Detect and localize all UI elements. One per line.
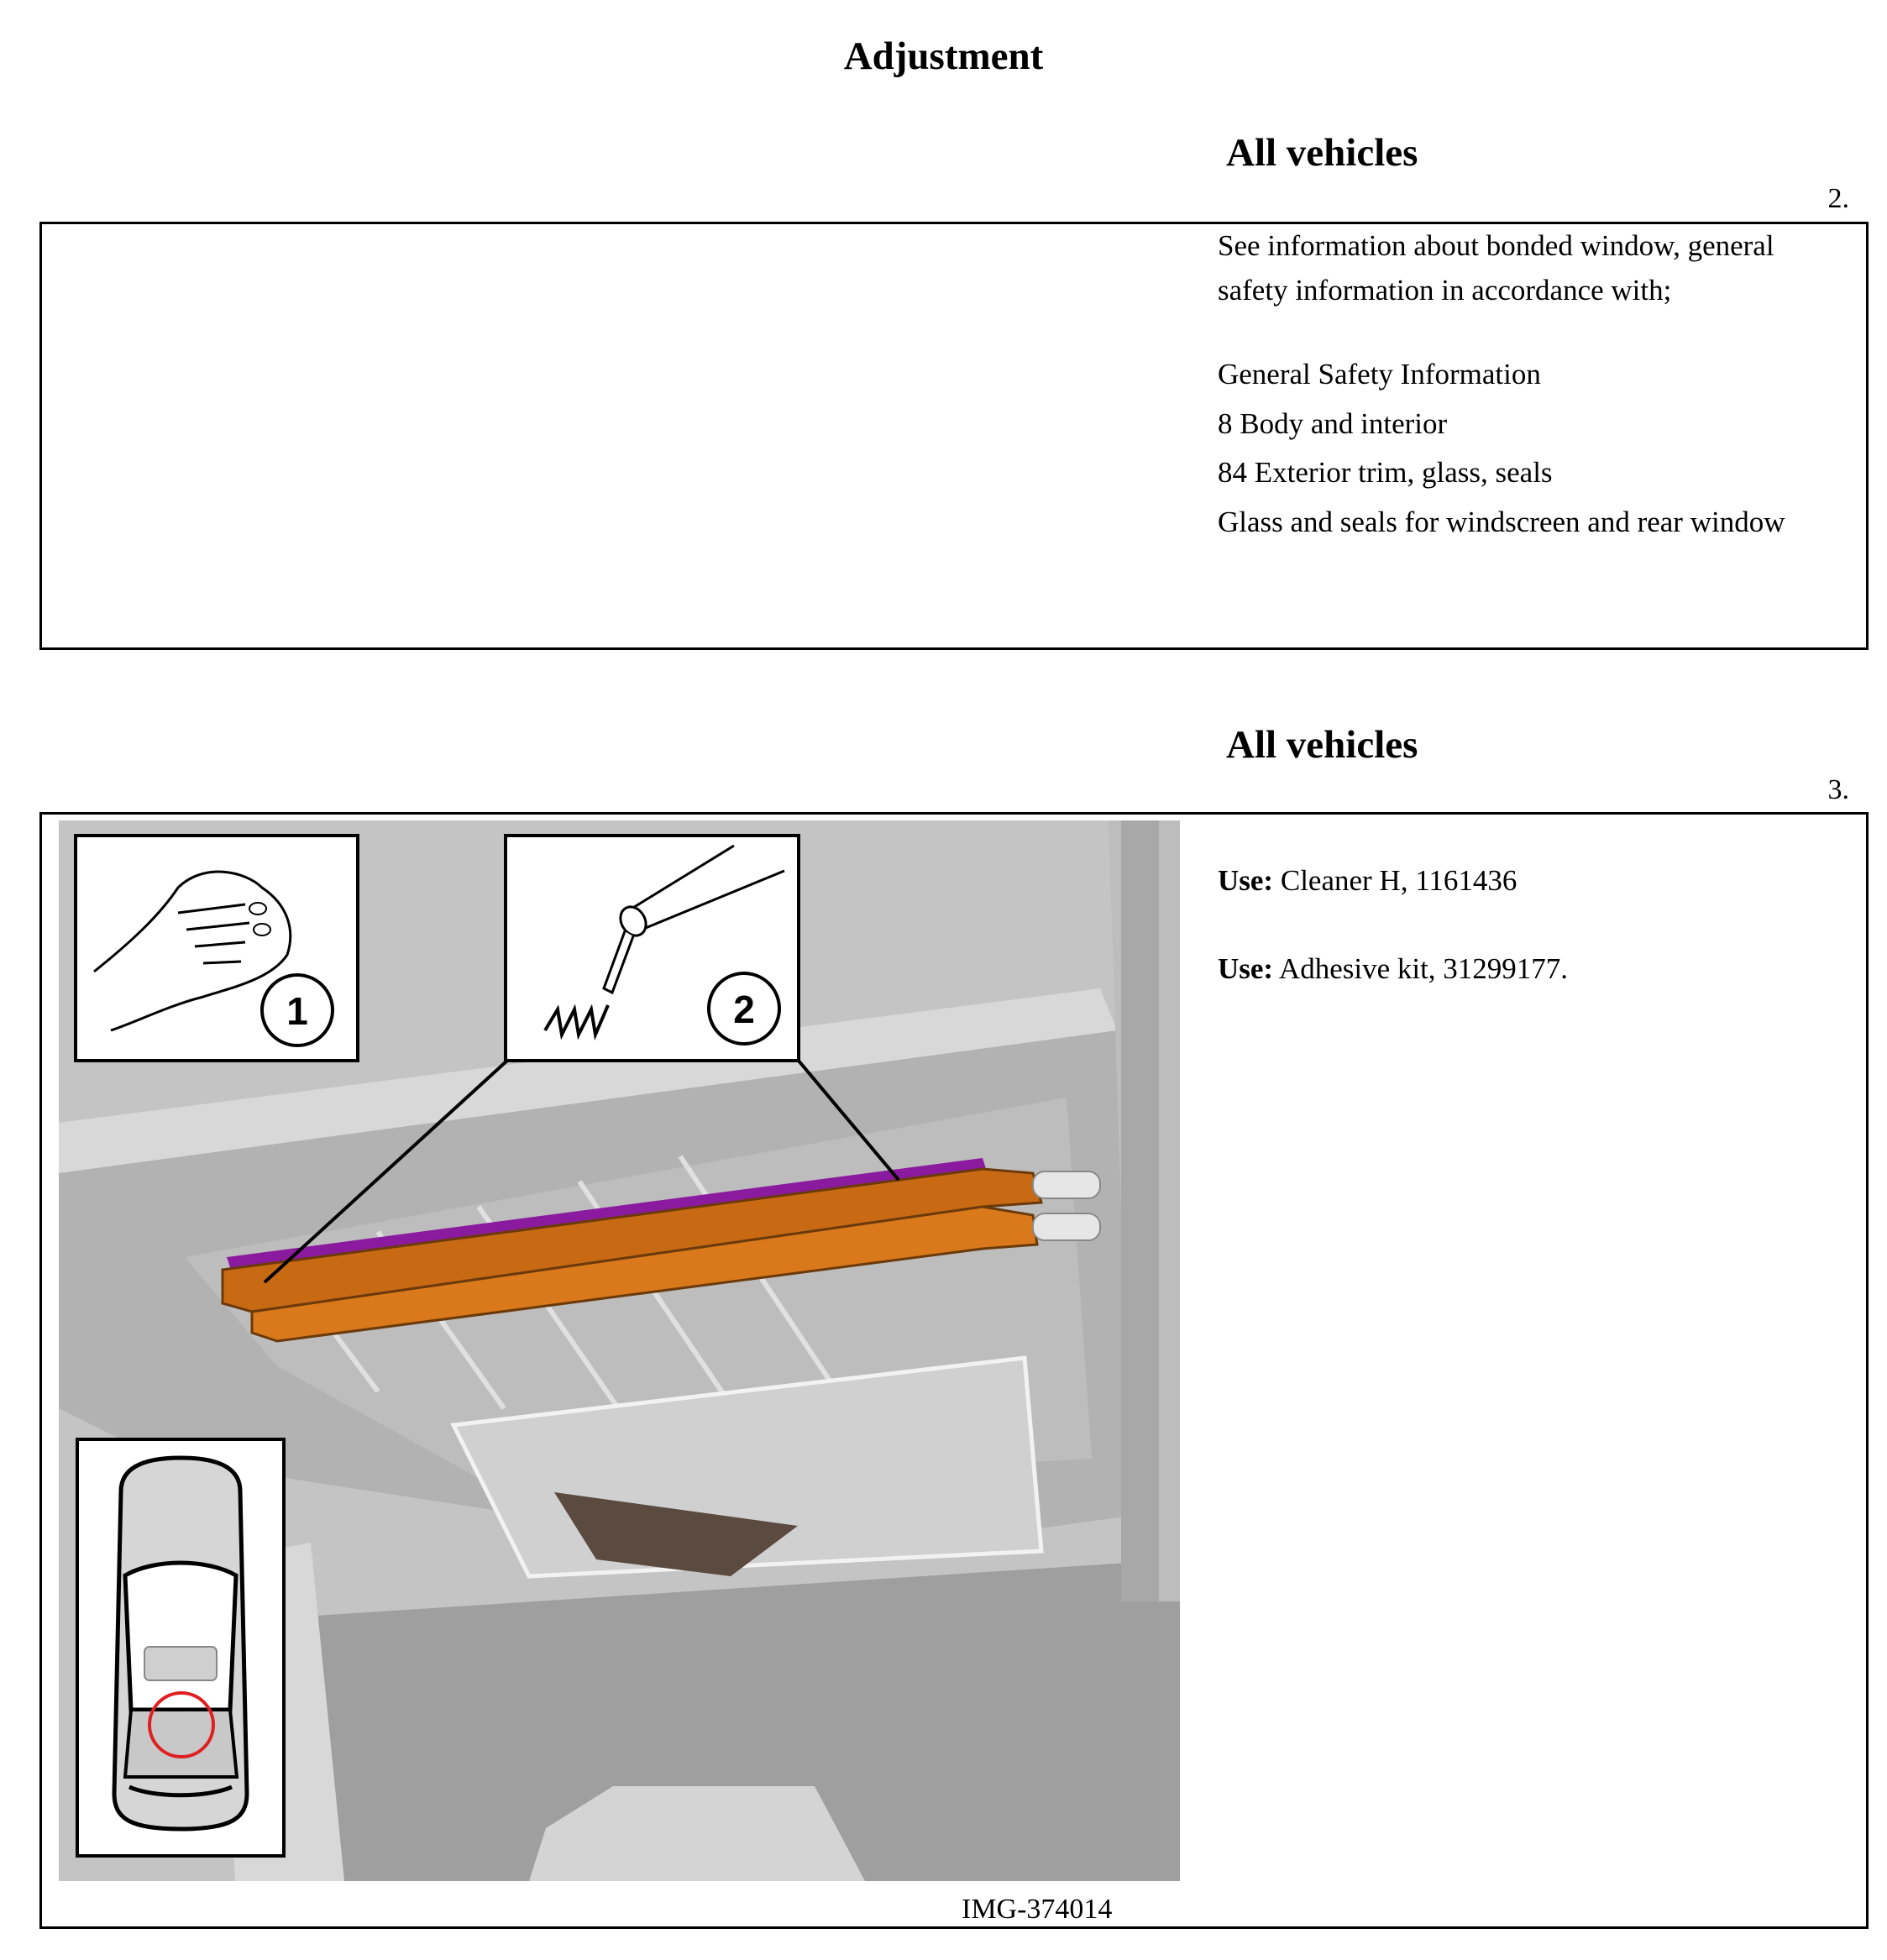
image-id: IMG-374014	[962, 1894, 1113, 1925]
use-item: Use: Adhesive kit, 31299177.	[1218, 951, 1569, 985]
reference-link[interactable]: Glass and seals for windscreen and rear window	[1218, 505, 1785, 538]
section-heading: All vehicles	[1226, 723, 1418, 767]
use-label: Use:	[1218, 951, 1274, 985]
section-heading: All vehicles	[1226, 131, 1418, 175]
inset-cleaning	[74, 834, 359, 1062]
step-number: 2.	[1827, 183, 1849, 214]
intro-line: See information about bonded window, general	[1218, 229, 1774, 262]
use-item: Use: Cleaner H, 1161436	[1218, 864, 1517, 897]
callout-1-label: 1	[286, 989, 308, 1033]
callout-2-label: 2	[733, 988, 755, 1031]
step-number: 3.	[1827, 774, 1849, 805]
step-text	[1218, 224, 1785, 544]
inset-adhesive	[504, 834, 800, 1062]
reference-link[interactable]: 8 Body and interior	[1218, 406, 1448, 440]
reference-link[interactable]: General Safety Information	[1218, 358, 1541, 390]
reference-link[interactable]: 84 Exterior trim, glass, seals	[1218, 456, 1553, 489]
inset-car-locator	[76, 1438, 286, 1858]
use-list	[1218, 859, 1568, 991]
page-title: Adjustment	[843, 34, 1044, 78]
intro-line: safety information in accordance with;	[1218, 273, 1672, 307]
use-label: Use:	[1218, 864, 1274, 897]
roof-seal-illustration	[59, 820, 1180, 1881]
step-box	[39, 222, 1869, 650]
